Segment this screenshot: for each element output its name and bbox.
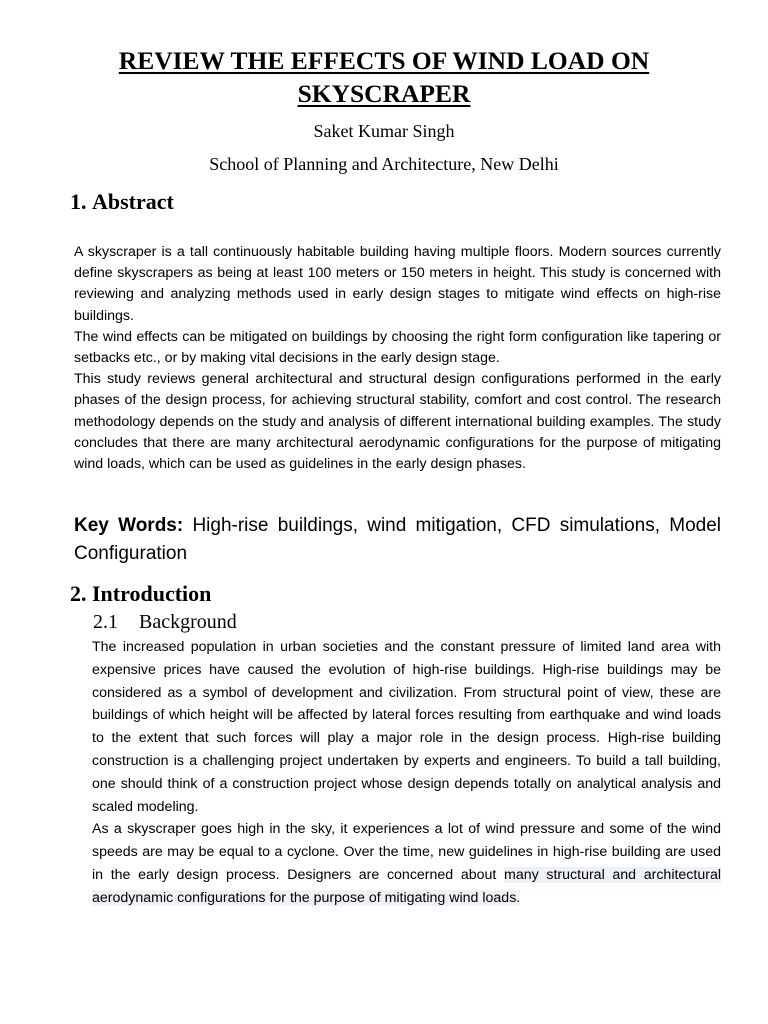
section-heading-introduction <box>70 580 211 608</box>
section-heading-abstract <box>70 188 174 216</box>
abstract-paragraph: A skyscraper is a tall continuously habitable building having multiple floors. Modern sources currently define skyscrapers as being at least 100 meters or 150 meters in height. This study is concerned with reviewing and analyzing methods used in early design stages to mitigate wind effects on high-rise buildings. <box>74 244 721 324</box>
abstract-paragraph: This study reviews general architectural and structural design configurations performed in the early phases of the design process, for achieving structural stability, comfort and cost control. The research methodology depends on the study and analysis of different international building examples. The study concludes that there are many architectural aerodynamic configurations for the purpose of mitigating wind loads, which can be used as guidelines in the early design phases. <box>74 371 721 473</box>
subsection-heading-background <box>93 609 237 635</box>
paper-title: REVIEW THE EFFECTS OF WIND LOAD ON SKYSCRAPER <box>118 46 650 108</box>
abstract-paragraph: The wind effects can be mitigated on buildings by choosing the right form configuration like tapering or setbacks etc., or by making vital decisions in the early design stage. <box>74 328 721 367</box>
author-name: Saket Kumar Singh <box>313 121 455 141</box>
section-number: 1. <box>70 189 87 214</box>
subsection-title: Background <box>139 611 237 633</box>
keywords <box>74 512 721 568</box>
keywords-text: High-rise buildings, wind mitigation, CFD simulations, Model Configuration <box>74 515 722 564</box>
background-paragraph: The increased population in urban societies and the constant pressure of limited land area with expensive prices have caused the evolution of high-rise buildings. High-rise buildings may be considered as a symbol of development and civilization. From structural point of view, these are buildings of which height will be affected by lateral forces resulting from earthquake and wind loads to the extent that such forces will play a major role in the design process. High-rise building construction is a challenging project undertaken by experts and engineers. To build a tall building, one should think of a construction project whose design depends totally on analytical analysis and scaled modeling. <box>92 639 721 815</box>
section-title: Introduction <box>92 581 212 606</box>
abstract-body <box>74 242 721 475</box>
section-number: 2. <box>70 581 87 606</box>
keywords-label: Key Words: <box>74 515 184 536</box>
background-paragraph <box>92 818 721 909</box>
author-affiliation: School of Planning and Architecture, New Delhi <box>209 154 559 174</box>
highlighted-text: many structural and architectural aerodynamic configurations for the purpose of mitigating wind loads. <box>92 866 721 906</box>
background-body <box>92 636 721 910</box>
paragraph-text: As a skyscraper goes high in the sky, it experiences a lot of wind pressure and some of the wind speeds are may be equal to a cyclone. Over the time, new guidelines in high-rise building are used in the early design process. Designers are concerned about <box>92 821 721 883</box>
section-title: Abstract <box>92 189 174 214</box>
subsection-number: 2.1 <box>93 611 118 633</box>
